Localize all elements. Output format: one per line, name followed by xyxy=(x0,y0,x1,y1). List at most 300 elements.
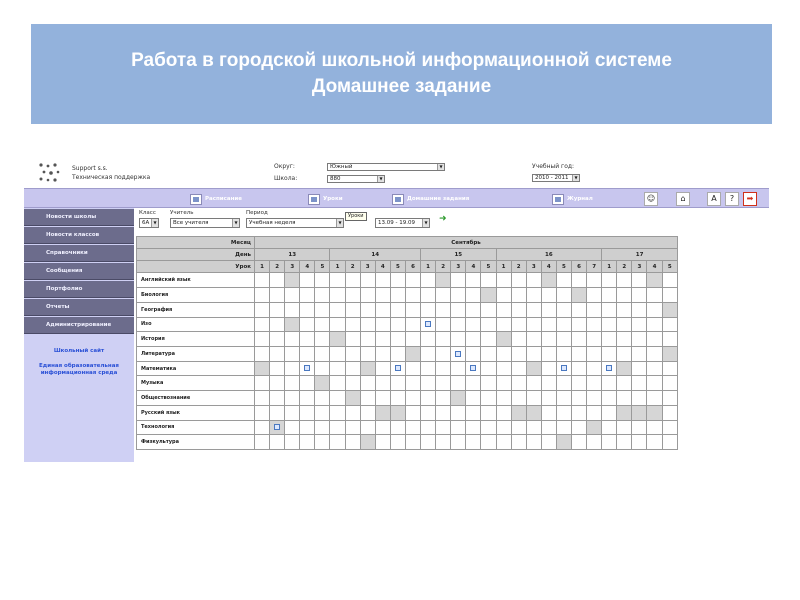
homework-note-icon[interactable] xyxy=(395,365,401,371)
lesson-cell[interactable] xyxy=(405,361,420,376)
lesson-cell[interactable] xyxy=(466,361,481,376)
lesson-cell[interactable] xyxy=(390,391,405,406)
lesson-cell[interactable] xyxy=(436,302,451,317)
lesson-cell[interactable] xyxy=(662,288,677,303)
lesson-cell[interactable] xyxy=(375,420,390,435)
lesson-cell[interactable] xyxy=(662,405,677,420)
lesson-cell[interactable] xyxy=(466,317,481,332)
lesson-cell[interactable] xyxy=(405,435,420,450)
lesson-cell[interactable] xyxy=(511,332,526,347)
lesson-cell[interactable] xyxy=(602,391,617,406)
lesson-cell[interactable] xyxy=(390,346,405,361)
lesson-cell[interactable] xyxy=(617,317,632,332)
lesson-cell[interactable] xyxy=(360,288,375,303)
sidebar-item-school-news[interactable]: Новости школы xyxy=(24,209,134,226)
lesson-cell[interactable] xyxy=(571,435,586,450)
lesson-cell[interactable] xyxy=(647,420,662,435)
nav-lessons[interactable] xyxy=(308,193,343,205)
lesson-cell[interactable] xyxy=(436,346,451,361)
lesson-cell[interactable] xyxy=(360,405,375,420)
lesson-cell[interactable] xyxy=(375,332,390,347)
lesson-cell[interactable] xyxy=(315,346,330,361)
lesson-cell[interactable] xyxy=(451,405,466,420)
lesson-cell[interactable] xyxy=(466,405,481,420)
sidebar-item-messages[interactable]: Сообщения xyxy=(24,263,134,280)
lesson-cell[interactable] xyxy=(285,391,300,406)
lesson-cell[interactable] xyxy=(632,435,647,450)
lesson-cell[interactable] xyxy=(632,346,647,361)
lesson-cell[interactable] xyxy=(300,420,315,435)
lesson-cell[interactable] xyxy=(330,302,345,317)
lesson-cell[interactable] xyxy=(285,361,300,376)
lesson-cell[interactable] xyxy=(375,273,390,288)
lesson-cell[interactable] xyxy=(617,346,632,361)
lesson-cell[interactable] xyxy=(556,273,571,288)
lesson-cell[interactable] xyxy=(345,302,360,317)
lesson-cell[interactable] xyxy=(436,405,451,420)
lesson-cell[interactable] xyxy=(330,405,345,420)
lesson-cell[interactable] xyxy=(587,332,602,347)
lesson-cell[interactable] xyxy=(647,302,662,317)
lesson-cell[interactable] xyxy=(602,405,617,420)
lesson-cell[interactable] xyxy=(421,376,436,391)
lesson-cell[interactable] xyxy=(541,405,556,420)
lesson-cell[interactable] xyxy=(541,420,556,435)
lesson-cell[interactable] xyxy=(330,317,345,332)
lesson-cell[interactable] xyxy=(511,288,526,303)
edu-environment-link[interactable]: Единая образовательная информационная среда xyxy=(39,363,119,376)
nav-journal[interactable] xyxy=(552,193,593,205)
lesson-cell[interactable] xyxy=(360,302,375,317)
lesson-cell[interactable] xyxy=(632,361,647,376)
lesson-cell[interactable] xyxy=(390,288,405,303)
lesson-cell[interactable] xyxy=(285,288,300,303)
lesson-cell[interactable] xyxy=(526,346,541,361)
lesson-cell[interactable] xyxy=(662,317,677,332)
lesson-cell[interactable] xyxy=(541,332,556,347)
lesson-cell[interactable] xyxy=(270,332,285,347)
lesson-cell[interactable] xyxy=(647,361,662,376)
lesson-cell[interactable] xyxy=(602,376,617,391)
lesson-cell[interactable] xyxy=(405,273,420,288)
lesson-cell[interactable] xyxy=(647,273,662,288)
lesson-cell[interactable] xyxy=(255,361,270,376)
lesson-cell[interactable] xyxy=(602,332,617,347)
lesson-cell[interactable] xyxy=(602,288,617,303)
lesson-cell[interactable] xyxy=(270,302,285,317)
go-arrow-icon[interactable]: ➜ xyxy=(439,214,447,224)
lesson-cell[interactable] xyxy=(602,420,617,435)
lesson-cell[interactable] xyxy=(587,391,602,406)
lesson-cell[interactable] xyxy=(662,332,677,347)
lesson-cell[interactable] xyxy=(390,302,405,317)
lesson-cell[interactable] xyxy=(602,361,617,376)
lesson-cell[interactable] xyxy=(300,361,315,376)
lesson-cell[interactable] xyxy=(556,391,571,406)
lesson-cell[interactable] xyxy=(617,420,632,435)
lesson-cell[interactable] xyxy=(330,288,345,303)
lesson-cell[interactable] xyxy=(511,273,526,288)
lesson-cell[interactable] xyxy=(496,317,511,332)
lesson-cell[interactable] xyxy=(315,273,330,288)
lesson-cell[interactable] xyxy=(315,420,330,435)
lesson-cell[interactable] xyxy=(571,332,586,347)
lesson-cell[interactable] xyxy=(451,376,466,391)
lesson-cell[interactable] xyxy=(315,435,330,450)
lesson-cell[interactable] xyxy=(647,435,662,450)
lesson-cell[interactable] xyxy=(330,435,345,450)
lesson-cell[interactable] xyxy=(526,302,541,317)
lesson-cell[interactable] xyxy=(270,391,285,406)
lesson-cell[interactable] xyxy=(285,332,300,347)
lesson-cell[interactable] xyxy=(541,391,556,406)
lesson-cell[interactable] xyxy=(466,391,481,406)
lesson-cell[interactable] xyxy=(390,332,405,347)
lesson-cell[interactable] xyxy=(466,435,481,450)
lesson-cell[interactable] xyxy=(345,435,360,450)
lesson-cell[interactable] xyxy=(511,361,526,376)
lesson-cell[interactable] xyxy=(360,332,375,347)
lesson-cell[interactable] xyxy=(375,361,390,376)
lesson-cell[interactable] xyxy=(587,288,602,303)
nav-schedule[interactable] xyxy=(190,193,242,205)
lesson-cell[interactable] xyxy=(330,273,345,288)
lesson-cell[interactable] xyxy=(617,361,632,376)
lesson-cell[interactable] xyxy=(587,435,602,450)
lesson-cell[interactable] xyxy=(270,273,285,288)
lesson-cell[interactable] xyxy=(255,420,270,435)
lesson-cell[interactable] xyxy=(662,376,677,391)
lesson-cell[interactable] xyxy=(375,302,390,317)
lesson-cell[interactable] xyxy=(345,346,360,361)
lesson-cell[interactable] xyxy=(571,361,586,376)
lesson-cell[interactable] xyxy=(617,302,632,317)
lesson-cell[interactable] xyxy=(481,288,496,303)
lesson-cell[interactable] xyxy=(270,435,285,450)
lesson-cell[interactable] xyxy=(481,405,496,420)
lesson-cell[interactable] xyxy=(315,376,330,391)
lesson-cell[interactable] xyxy=(330,361,345,376)
lesson-cell[interactable] xyxy=(587,405,602,420)
lesson-cell[interactable] xyxy=(466,376,481,391)
lesson-cell[interactable] xyxy=(451,391,466,406)
lesson-cell[interactable] xyxy=(511,302,526,317)
lesson-cell[interactable] xyxy=(481,332,496,347)
lesson-cell[interactable] xyxy=(571,391,586,406)
lesson-cell[interactable] xyxy=(617,288,632,303)
lesson-cell[interactable] xyxy=(571,420,586,435)
lesson-cell[interactable] xyxy=(587,302,602,317)
homework-note-icon[interactable] xyxy=(561,365,567,371)
lesson-cell[interactable] xyxy=(405,405,420,420)
lesson-cell[interactable] xyxy=(451,435,466,450)
lesson-cell[interactable] xyxy=(421,391,436,406)
sidebar-item-portfolio[interactable]: Портфолио xyxy=(24,281,134,298)
sidebar-item-administration[interactable]: Администрирование xyxy=(24,317,134,334)
lesson-cell[interactable] xyxy=(421,302,436,317)
lesson-cell[interactable] xyxy=(481,376,496,391)
lesson-cell[interactable] xyxy=(511,391,526,406)
lesson-cell[interactable] xyxy=(602,435,617,450)
lesson-cell[interactable] xyxy=(270,376,285,391)
lesson-cell[interactable] xyxy=(496,376,511,391)
lesson-cell[interactable] xyxy=(647,405,662,420)
lesson-cell[interactable] xyxy=(405,376,420,391)
homework-note-icon[interactable] xyxy=(606,365,612,371)
lesson-cell[interactable] xyxy=(541,361,556,376)
lesson-cell[interactable] xyxy=(556,288,571,303)
lesson-cell[interactable] xyxy=(541,435,556,450)
lesson-cell[interactable] xyxy=(300,435,315,450)
lesson-cell[interactable] xyxy=(632,376,647,391)
lesson-cell[interactable] xyxy=(360,420,375,435)
lesson-cell[interactable] xyxy=(496,405,511,420)
lesson-cell[interactable] xyxy=(300,405,315,420)
lesson-cell[interactable] xyxy=(662,361,677,376)
lesson-cell[interactable] xyxy=(662,435,677,450)
lesson-cell[interactable] xyxy=(375,405,390,420)
lesson-cell[interactable] xyxy=(270,346,285,361)
exit-arrow-icon[interactable]: ➡ xyxy=(743,192,757,206)
lesson-cell[interactable] xyxy=(496,346,511,361)
lesson-cell[interactable] xyxy=(511,346,526,361)
lesson-cell[interactable] xyxy=(255,332,270,347)
lesson-cell[interactable] xyxy=(496,361,511,376)
lesson-cell[interactable] xyxy=(556,420,571,435)
okrug-select[interactable] xyxy=(327,163,445,171)
lesson-cell[interactable] xyxy=(300,317,315,332)
lesson-cell[interactable] xyxy=(662,420,677,435)
lesson-cell[interactable] xyxy=(632,332,647,347)
lesson-cell[interactable] xyxy=(405,288,420,303)
lesson-cell[interactable] xyxy=(526,332,541,347)
teacher-select[interactable] xyxy=(170,218,240,228)
lesson-cell[interactable] xyxy=(436,376,451,391)
lesson-cell[interactable] xyxy=(662,302,677,317)
lesson-cell[interactable] xyxy=(421,346,436,361)
year-select[interactable] xyxy=(532,174,580,182)
lesson-cell[interactable] xyxy=(390,435,405,450)
lesson-cell[interactable] xyxy=(647,288,662,303)
lesson-cell[interactable] xyxy=(405,346,420,361)
lesson-cell[interactable] xyxy=(330,346,345,361)
lesson-cell[interactable] xyxy=(571,405,586,420)
lesson-cell[interactable] xyxy=(481,317,496,332)
lesson-cell[interactable] xyxy=(541,302,556,317)
lesson-cell[interactable] xyxy=(526,361,541,376)
lesson-cell[interactable] xyxy=(526,317,541,332)
lesson-cell[interactable] xyxy=(556,332,571,347)
lesson-cell[interactable] xyxy=(315,405,330,420)
lesson-cell[interactable] xyxy=(285,273,300,288)
lesson-cell[interactable] xyxy=(345,376,360,391)
lesson-cell[interactable] xyxy=(587,273,602,288)
lesson-cell[interactable] xyxy=(375,376,390,391)
lesson-cell[interactable] xyxy=(451,420,466,435)
lesson-cell[interactable] xyxy=(451,361,466,376)
lesson-cell[interactable] xyxy=(571,302,586,317)
lesson-cell[interactable] xyxy=(375,317,390,332)
lesson-cell[interactable] xyxy=(556,302,571,317)
lesson-cell[interactable] xyxy=(315,288,330,303)
lesson-cell[interactable] xyxy=(345,420,360,435)
lesson-cell[interactable] xyxy=(617,405,632,420)
lesson-cell[interactable] xyxy=(587,346,602,361)
lesson-cell[interactable] xyxy=(405,302,420,317)
lesson-cell[interactable] xyxy=(587,376,602,391)
lesson-cell[interactable] xyxy=(526,420,541,435)
lesson-cell[interactable] xyxy=(496,288,511,303)
lesson-cell[interactable] xyxy=(375,391,390,406)
lesson-cell[interactable] xyxy=(255,288,270,303)
lesson-cell[interactable] xyxy=(270,361,285,376)
lesson-cell[interactable] xyxy=(390,405,405,420)
lesson-cell[interactable] xyxy=(647,317,662,332)
lesson-cell[interactable] xyxy=(300,332,315,347)
lesson-cell[interactable] xyxy=(481,302,496,317)
lesson-cell[interactable] xyxy=(285,317,300,332)
lesson-cell[interactable] xyxy=(405,332,420,347)
lesson-cell[interactable] xyxy=(255,273,270,288)
lesson-cell[interactable] xyxy=(421,288,436,303)
lesson-cell[interactable] xyxy=(436,317,451,332)
lesson-cell[interactable] xyxy=(360,317,375,332)
lesson-cell[interactable] xyxy=(285,405,300,420)
lesson-cell[interactable] xyxy=(496,332,511,347)
lesson-cell[interactable] xyxy=(632,391,647,406)
lesson-cell[interactable] xyxy=(436,435,451,450)
lesson-cell[interactable] xyxy=(556,435,571,450)
lesson-cell[interactable] xyxy=(496,391,511,406)
cart-icon[interactable]: ⌂ xyxy=(676,192,690,206)
lesson-cell[interactable] xyxy=(300,376,315,391)
lesson-cell[interactable] xyxy=(662,346,677,361)
lesson-cell[interactable] xyxy=(345,273,360,288)
lesson-cell[interactable] xyxy=(451,288,466,303)
lesson-cell[interactable] xyxy=(300,273,315,288)
lesson-cell[interactable] xyxy=(571,273,586,288)
nav-homework[interactable] xyxy=(392,193,469,205)
lesson-cell[interactable] xyxy=(375,288,390,303)
lesson-cell[interactable] xyxy=(662,391,677,406)
lesson-cell[interactable] xyxy=(602,346,617,361)
lesson-cell[interactable] xyxy=(345,361,360,376)
lesson-cell[interactable] xyxy=(360,435,375,450)
lesson-cell[interactable] xyxy=(285,346,300,361)
lesson-cell[interactable] xyxy=(632,405,647,420)
help-icon[interactable]: ? xyxy=(725,192,739,206)
lesson-cell[interactable] xyxy=(360,346,375,361)
lesson-cell[interactable] xyxy=(556,346,571,361)
lesson-cell[interactable] xyxy=(405,317,420,332)
lesson-cell[interactable] xyxy=(436,273,451,288)
lesson-cell[interactable] xyxy=(556,376,571,391)
lesson-cell[interactable] xyxy=(360,376,375,391)
lesson-cell[interactable] xyxy=(647,332,662,347)
sidebar-item-reports[interactable]: Отчеты xyxy=(24,299,134,316)
lesson-cell[interactable] xyxy=(541,376,556,391)
lesson-cell[interactable] xyxy=(270,420,285,435)
lesson-cell[interactable] xyxy=(270,405,285,420)
school-select[interactable] xyxy=(327,175,385,183)
lesson-cell[interactable] xyxy=(481,361,496,376)
lesson-cell[interactable] xyxy=(617,435,632,450)
lesson-cell[interactable] xyxy=(556,317,571,332)
lesson-cell[interactable] xyxy=(526,391,541,406)
lesson-cell[interactable] xyxy=(526,273,541,288)
lesson-cell[interactable] xyxy=(315,302,330,317)
lesson-cell[interactable] xyxy=(511,420,526,435)
lesson-cell[interactable] xyxy=(255,376,270,391)
lesson-cell[interactable] xyxy=(390,273,405,288)
homework-note-icon[interactable] xyxy=(274,424,280,430)
lesson-cell[interactable] xyxy=(466,273,481,288)
lesson-cell[interactable] xyxy=(421,317,436,332)
lesson-cell[interactable] xyxy=(632,302,647,317)
lesson-cell[interactable] xyxy=(466,420,481,435)
lesson-cell[interactable] xyxy=(436,332,451,347)
lesson-cell[interactable] xyxy=(571,317,586,332)
lesson-cell[interactable] xyxy=(270,288,285,303)
lesson-cell[interactable] xyxy=(421,420,436,435)
lesson-cell[interactable] xyxy=(345,288,360,303)
lesson-cell[interactable] xyxy=(481,420,496,435)
lesson-cell[interactable] xyxy=(481,391,496,406)
lesson-cell[interactable] xyxy=(255,317,270,332)
lesson-cell[interactable] xyxy=(390,376,405,391)
lesson-cell[interactable] xyxy=(496,302,511,317)
lesson-cell[interactable] xyxy=(647,376,662,391)
lesson-cell[interactable] xyxy=(345,317,360,332)
lesson-cell[interactable] xyxy=(496,420,511,435)
lesson-cell[interactable] xyxy=(285,376,300,391)
lesson-cell[interactable] xyxy=(436,361,451,376)
lesson-cell[interactable] xyxy=(421,332,436,347)
lesson-cell[interactable] xyxy=(375,435,390,450)
lesson-cell[interactable] xyxy=(632,420,647,435)
lesson-cell[interactable] xyxy=(345,391,360,406)
homework-note-icon[interactable] xyxy=(470,365,476,371)
lesson-cell[interactable] xyxy=(421,273,436,288)
lesson-cell[interactable] xyxy=(405,391,420,406)
sidebar-item-references[interactable]: Справочники xyxy=(24,245,134,262)
lesson-cell[interactable] xyxy=(300,346,315,361)
lesson-cell[interactable] xyxy=(511,435,526,450)
school-site-link[interactable]: Школьный сайт xyxy=(53,348,105,354)
lesson-cell[interactable] xyxy=(526,376,541,391)
lesson-cell[interactable] xyxy=(345,405,360,420)
lesson-cell[interactable] xyxy=(436,420,451,435)
lesson-cell[interactable] xyxy=(255,346,270,361)
lesson-cell[interactable] xyxy=(647,391,662,406)
lesson-cell[interactable] xyxy=(270,317,285,332)
lesson-cell[interactable] xyxy=(255,405,270,420)
lesson-cell[interactable] xyxy=(571,346,586,361)
lesson-cell[interactable] xyxy=(587,420,602,435)
lesson-cell[interactable] xyxy=(647,346,662,361)
lesson-cell[interactable] xyxy=(662,273,677,288)
lesson-cell[interactable] xyxy=(496,273,511,288)
lesson-cell[interactable] xyxy=(330,420,345,435)
lesson-cell[interactable] xyxy=(571,376,586,391)
lesson-cell[interactable] xyxy=(617,332,632,347)
homework-note-icon[interactable] xyxy=(455,351,461,357)
lesson-cell[interactable] xyxy=(285,420,300,435)
lesson-cell[interactable] xyxy=(587,317,602,332)
users-icon[interactable]: ☺ xyxy=(644,192,658,206)
lesson-cell[interactable] xyxy=(541,273,556,288)
lesson-cell[interactable] xyxy=(315,361,330,376)
